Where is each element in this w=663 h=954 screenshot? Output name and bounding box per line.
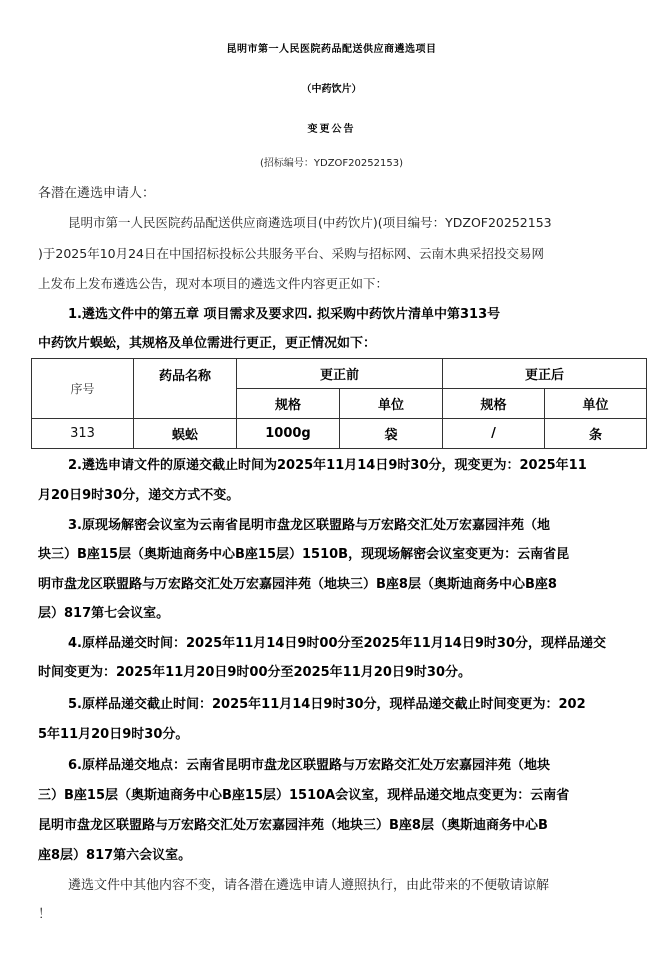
- cell-before-unit: 袋: [340, 419, 443, 449]
- header-before: 更正前: [237, 359, 443, 389]
- cell-after-unit: 条: [545, 419, 647, 449]
- title-line-3: 变更公告: [307, 124, 356, 135]
- item-3-line-1: 3.原现场解密会议室为云南省昆明市盘龙区联盟路与万宏路交汇处万宏嘉园沣苑（地: [68, 518, 550, 533]
- item-5-line-1: 5.原样品递交截止时间：2025年11月14日9时30分，现样品递交截止时间变更为：202: [68, 697, 586, 712]
- header-after-unit: 单位: [545, 389, 647, 419]
- project-number: (招标编号：YDZOF20252153): [260, 158, 403, 169]
- item-1-line-1: 1.遴选文件中的第五章 项目需求及要求四. 拟采购中药饮片清单中第313号: [68, 307, 501, 322]
- item-3-line-3: 明市盘龙区联盟路与万宏路交汇处万宏嘉园沣苑（地块三）B座8层（奥斯迪商务中心B座8: [38, 577, 557, 592]
- correction-table: [31, 358, 647, 449]
- intro-line-1: 昆明市第一人民医院药品配送供应商遴选项目(中药饮片)(项目编号：YDZOF20252153: [68, 215, 552, 230]
- header-drug-name: 药品名称: [134, 359, 237, 419]
- cell-seq: 313: [32, 419, 134, 449]
- item-2-line-2: 月20日9时30分，递交方式不变。: [38, 488, 240, 503]
- item-1-line-2: 中药饮片蜈蚣，其规格及单位需进行更正，更正情况如下：: [38, 336, 377, 351]
- header-before-spec: 规格: [237, 389, 340, 419]
- item-6-line-4: 座8层）817第六会议室。: [38, 848, 192, 863]
- title-line-1: 昆明市第一人民医院药品配送供应商遴选项目: [226, 44, 437, 55]
- salutation: 各潜在遴选申请人：: [38, 186, 156, 201]
- header-after-spec: 规格: [443, 389, 545, 419]
- item-3-line-4: 层）817第七会议室。: [38, 606, 170, 621]
- item-5-line-2: 5年11月20日9时30分。: [38, 727, 189, 742]
- cell-before-spec: 1000g: [237, 419, 340, 449]
- header-seq: 序号: [32, 359, 134, 419]
- item-4-line-2: 时间变更为：2025年11月20日9时00分至2025年11月20日9时30分。: [38, 665, 471, 680]
- item-6-line-3: 昆明市盘龙区联盟路与万宏路交汇处万宏嘉园沣苑（地块三）B座8层（奥斯迪商务中心B: [38, 818, 548, 833]
- closing-line-1: 遴选文件中其他内容不变，请各潜在遴选申请人遵照执行，由此带来的不便敬请谅解: [68, 878, 550, 893]
- closing-line-2: ！: [38, 907, 52, 922]
- item-3-line-2: 块三）B座15层（奥斯迪商务中心B座15层）1510B，现现场解密会议室变更为：云南省昆: [38, 547, 570, 562]
- item-6-line-1: 6.原样品递交地点：云南省昆明市盘龙区联盟路与万宏路交汇处万宏嘉园沣苑（地块: [68, 758, 550, 773]
- header-before-unit: 单位: [340, 389, 443, 419]
- cell-after-spec: /: [443, 419, 545, 449]
- cell-drug-name: 蜈蚣: [134, 419, 237, 449]
- item-4-line-1: 4.原样品递交时间：2025年11月14日9时00分至2025年11月14日9时30分，现样品递交: [68, 636, 606, 651]
- header-after: 更正后: [443, 359, 647, 389]
- item-2-line-1: 2.遴选申请文件的原递交截止时间为2025年11月14日9时30分，现变更为：2025年11: [68, 458, 587, 473]
- table-row: [32, 419, 647, 449]
- intro-line-3: 上发布上发布遴选公告，现对本项目的遴选文件内容更正如下：: [38, 276, 389, 291]
- title-line-2: （中药饮片）: [301, 84, 362, 95]
- intro-line-2: )于2025年10月24日在中国招标投标公共服务平台、采购与招标网、云南木典采招投交易网: [38, 246, 545, 261]
- item-6-line-2: 三）B座15层（奥斯迪商务中心B座15层）1510A会议室，现样品递交地点变更为：云南省: [38, 788, 570, 803]
